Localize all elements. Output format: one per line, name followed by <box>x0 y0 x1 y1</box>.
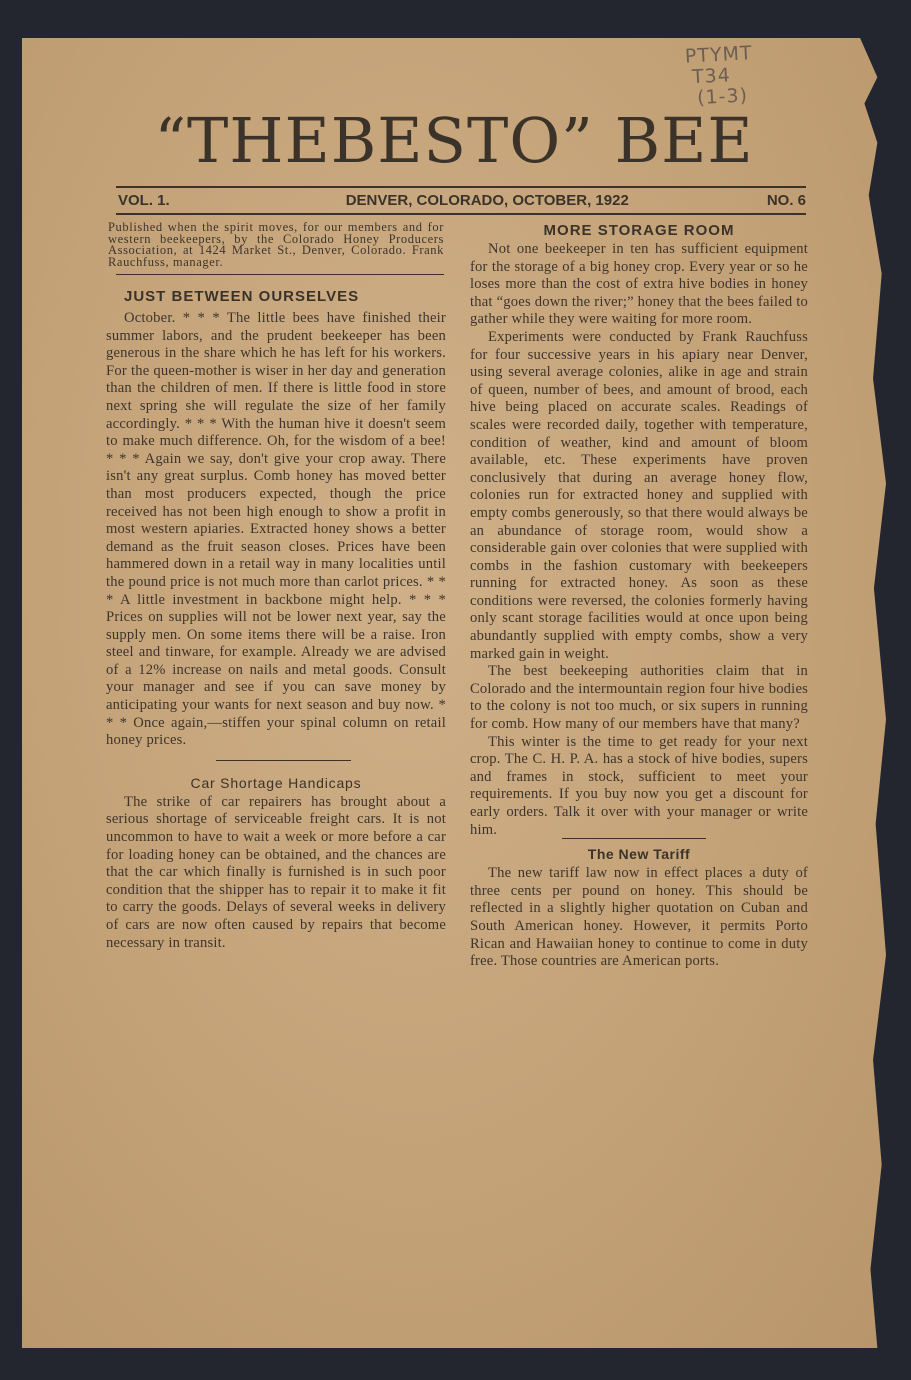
volume-label: VOL. 1. <box>118 191 170 209</box>
article-title: MORE STORAGE ROOM <box>543 222 735 239</box>
right-column <box>470 222 808 971</box>
handwritten-line: T34 <box>691 64 732 89</box>
divider <box>562 838 706 839</box>
article-title: The New Tariff <box>587 846 691 863</box>
publication-note: Published when the spirit moves, for our members and for western beekeepers, by the Colorado Honey Producers Association, at 1424 Market St., Denver, Colorado. Frank Rauchfuss, manager. <box>108 220 444 269</box>
bottom-rule <box>116 213 806 215</box>
handwritten-line: PTYMT <box>684 42 754 68</box>
handwritten-catalog-note <box>684 41 787 109</box>
article-body: The strike of car repairers has brought about a serious shortage of serviceable freight cars. It is not uncommon to have to wait a week or more before a car for loading honey can be obtained, and the chances are that the car which finally is furnished is in such poor condition that the shipper has to repair it to make it fit to carry the goods. Delays of several weeks in delivery of cars are now often caused by repairs that become necessary in transit. <box>106 793 446 951</box>
article-paragraph: The best beekeeping authorities claim that in Colorado and the intermountain region four hive bodies to the colony is not too much, or six supers in running for comb. How many of our members have that many? <box>470 663 808 733</box>
left-column <box>106 222 446 952</box>
article-paragraph: This winter is the time to get ready for your next crop. The C. H. P. A. has a stock of hive bodies, supers and frames in stock, sufficient to meet your requirements. If you buy now you get a discount for early orders. Talk it over with your manager or write him. <box>470 733 808 838</box>
article-title: Car Shortage Handicaps <box>190 774 362 791</box>
masthead-title: “THEBESTO” BEE <box>154 104 754 177</box>
article-body: October. * * * The little bees have finished their summer labors, and the prudent beekeeper has been generous in the share which he has left for his workers. For the queen-mother is wiser in her day and generation than the children of men. If there is little food in store next spring she will regulate the size of her family accordingly. * * * With the human hive it doesn't seem to make much difference. Oh, for the wisdom of a bee! * * * Again we say, don't give your crop away. There isn't any great surplus. Comb honey has moved better than most producers expected, though the price received has not been high enough to show a profit in most western apiaries. Extracted honey shows a better demand as the fruit season closes. Prices have been hammered down in a retail way in many localities until the pound price is not much more than carlot prices. * * * A little investment in backbone might help. * * * Prices on supplies will not be lower next year, say the supply men. On some items there will be a raise. Iron steel and tinware, for example. Already we are advised of a 12% increase on nails and metal goods. Consult your manager and see if you can save money by anticipating your wants for next season and buy now. * * * Once again,—stiffen your spinal column on retail honey prices. <box>106 310 446 749</box>
article-paragraph: Experiments were conducted by Frank Rauchfuss for four successive years in his apiary near Denver, using several average colonies, alike in age and strain of queen, number of bees, and amount of brood, each hive being placed on accurate scales. Readings of scales were recorded daily, together with temperature, condition of weather, kind and amount of bloom available, etc. These experiments have proven conclusively that during an average honey flow, colonies run for extracted honey and supplied with empty combs generously, so that there would always be an abundance of storage room, would show a considerable gain over colonies that were supplied with combs in the fashion customary with beekeepers running for extracted honey. As soon as these conditions were reversed, the colonies formerly having only scant storage facilities would at once upon being abundantly supplied with empty combs, show a very marked gain in weight. <box>470 328 808 662</box>
dateline <box>118 188 806 212</box>
issue-number: NO. 6 <box>766 191 806 209</box>
divider <box>116 274 444 275</box>
divider <box>216 760 351 761</box>
handwritten-line: (1-3) <box>696 84 749 110</box>
article-paragraph: Not one beekeeper in ten has sufficient equipment for the storage of a big honey crop. Every year or so he loses more than the cost of extra hive bodies in honey that “goes down the river;” honey that the bees failed to gather while they were waiting for more room. <box>470 241 808 328</box>
article-body: The new tariff law now in effect places a duty of three cents per pound on honey. This should be reflected in a slightly higher quotation on Cuban and South American honey. However, it permits Porto Rican and Hawaiian honey to continue to come in duty free. Those countries are American ports. <box>470 865 808 970</box>
article-title: JUST BETWEEN OURSELVES <box>124 288 360 305</box>
place-date: DENVER, COLORADO, OCTOBER, 1922 <box>345 191 629 209</box>
